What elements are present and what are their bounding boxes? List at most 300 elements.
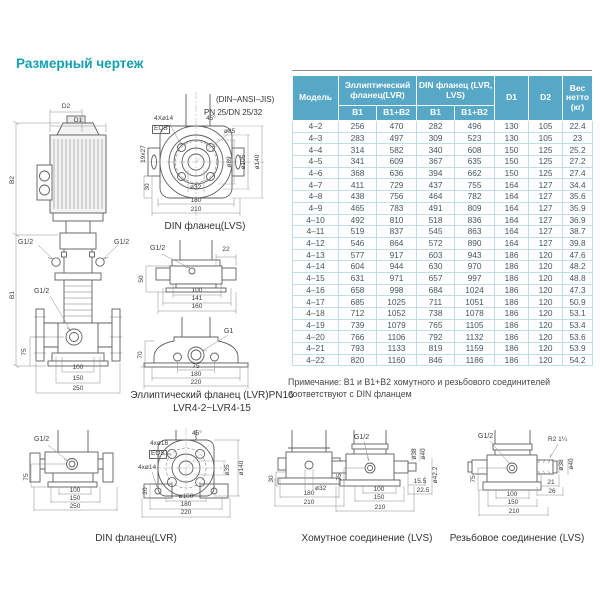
table-cell: 4–3 xyxy=(293,132,339,144)
dim-label-d100: ø100 xyxy=(178,493,194,500)
table-cell: 546 xyxy=(339,237,377,249)
dim-label-d40: ø40 xyxy=(419,448,427,460)
dim-label-b1: B1 xyxy=(8,291,16,299)
dim-label-100: 100 xyxy=(69,487,81,494)
table-cell: 765 xyxy=(417,319,455,331)
table-row xyxy=(293,319,593,331)
dim-label-100: 100 xyxy=(191,287,203,294)
table-row xyxy=(293,214,593,226)
table-cell: 368 xyxy=(339,167,377,179)
dim-label-d38: ø38 xyxy=(410,448,418,460)
table-row xyxy=(293,272,593,284)
table-cell: 1132 xyxy=(455,331,495,343)
table-cell: 1106 xyxy=(377,331,417,343)
table-cell: 186 xyxy=(495,308,529,320)
bolt-count-14-label: 4xø14 xyxy=(138,464,157,471)
table-cell: 150 xyxy=(495,156,529,168)
col-header-din: DIN фланец (LVR, LVS) xyxy=(417,76,495,106)
table-cell: 120 xyxy=(529,354,563,366)
table-cell: 411 xyxy=(339,179,377,191)
dim-label-141: 141 xyxy=(191,295,203,302)
dim-label-d105: ø105 xyxy=(239,154,247,170)
table-row xyxy=(293,296,593,308)
table-cell: 630 xyxy=(417,261,455,273)
dim-label-d32: ø32 xyxy=(190,184,202,191)
dim-label-210: 210 xyxy=(190,206,202,213)
din-lvr-circular-flange-drawing xyxy=(138,428,265,526)
table-cell: 545 xyxy=(417,226,455,238)
table-cell: 970 xyxy=(455,261,495,273)
caption-din-lvr: DIN фланец(LVR) xyxy=(95,533,177,544)
din-lvs-flange-drawing xyxy=(139,92,275,224)
table-row xyxy=(293,226,593,238)
table-cell: 130 xyxy=(495,121,529,133)
table-cell: 35.9 xyxy=(563,202,593,214)
table-cell: 186 xyxy=(495,261,529,273)
port-label-g12: G1/2 xyxy=(478,433,494,440)
table-cell: 4–8 xyxy=(293,191,339,203)
dim-label-220: 220 xyxy=(190,379,202,386)
table-cell: 518 xyxy=(417,214,455,226)
table-cell: 890 xyxy=(455,237,495,249)
table-cell: 186 xyxy=(495,272,529,284)
table-row xyxy=(293,284,593,296)
pump-front-view-drawing xyxy=(10,95,140,400)
table-cell: 127 xyxy=(529,226,563,238)
table-cell: 53.1 xyxy=(563,308,593,320)
table-cell: 1105 xyxy=(455,319,495,331)
table-cell: 27.4 xyxy=(563,167,593,179)
table-cell: 4–18 xyxy=(293,308,339,320)
table-cell: 465 xyxy=(339,202,377,214)
col-header-weight: Вес нетто (кг) xyxy=(563,76,593,121)
table-footnote xyxy=(288,377,590,401)
table-cell: 127 xyxy=(529,191,563,203)
table-cell: 631 xyxy=(339,272,377,284)
dim-label-d35: ø35 xyxy=(223,464,231,476)
table-cell: 164 xyxy=(495,237,529,249)
dim-label-20: 20 xyxy=(141,487,149,495)
caption-threaded-connection: Резьбовое соединение (LVS) xyxy=(449,533,585,544)
table-cell: 609 xyxy=(377,156,417,168)
dim-label-26: 26 xyxy=(548,488,556,495)
dim-label-d32: ø32 xyxy=(315,485,327,492)
table-cell: 998 xyxy=(377,284,417,296)
table-cell: 792 xyxy=(417,331,455,343)
table-cell: 120 xyxy=(529,343,563,355)
dim-label-d422: ø42.2 xyxy=(431,466,439,484)
table-cell: 4–19 xyxy=(293,319,339,331)
table-cell: 766 xyxy=(339,331,377,343)
table-cell: 120 xyxy=(529,296,563,308)
table-cell: 340 xyxy=(417,144,455,156)
col-header-b1: B1 xyxy=(339,106,377,121)
table-cell: 47.6 xyxy=(563,249,593,261)
table-cell: 120 xyxy=(529,261,563,273)
dimension-spec-table xyxy=(292,75,593,366)
table-cell: 810 xyxy=(377,214,417,226)
dim-label-75: 75 xyxy=(20,348,28,356)
table-cell: 711 xyxy=(417,296,455,308)
table-cell: 4–20 xyxy=(293,331,339,343)
table-cell: 4–4 xyxy=(293,144,339,156)
table-cell: 120 xyxy=(529,284,563,296)
table-cell: 470 xyxy=(377,121,417,133)
table-cell: 917 xyxy=(377,249,417,261)
table-cell: 127 xyxy=(529,202,563,214)
dim-label-75: 75 xyxy=(192,363,200,370)
lvr-ellip-line-art xyxy=(136,315,284,395)
angle-45-label: 45° xyxy=(206,115,216,122)
dim-label-210: 210 xyxy=(508,508,520,515)
dim-label-21: 21 xyxy=(547,479,555,486)
table-cell: 635 xyxy=(455,156,495,168)
lvr-side-view-drawing xyxy=(136,238,284,318)
table-cell: 783 xyxy=(377,202,417,214)
dim-label-d140: ø140 xyxy=(237,460,245,476)
dim-label-100: 100 xyxy=(506,491,518,498)
port-label-g12: G1/2 xyxy=(354,434,370,441)
table-top-rule xyxy=(292,70,592,71)
table-row xyxy=(293,343,593,355)
din-lvr-front-view-drawing xyxy=(14,428,136,528)
table-body xyxy=(293,121,593,366)
pn-dn-label: PN 25/DN 25/32 xyxy=(204,108,263,117)
table-cell: 846 xyxy=(417,354,455,366)
table-cell: 125 xyxy=(529,167,563,179)
table-cell: 729 xyxy=(377,179,417,191)
port-label-g12-drain: G1/2 xyxy=(34,288,50,295)
table-cell: 125 xyxy=(529,144,563,156)
col-header-b1b2: B1+B2 xyxy=(455,106,495,121)
table-cell: 186 xyxy=(495,249,529,261)
table-cell: 819 xyxy=(417,343,455,355)
table-cell: 864 xyxy=(377,237,417,249)
table-cell: 685 xyxy=(339,296,377,308)
table-cell: 1052 xyxy=(377,308,417,320)
port-label-g12-left: G1/2 xyxy=(18,239,34,246)
dim-label-70: 70 xyxy=(136,351,144,359)
table-cell: 496 xyxy=(455,121,495,133)
table-cell: 820 xyxy=(339,354,377,366)
eqs-label: EQS xyxy=(154,125,168,132)
table-cell: 164 xyxy=(495,214,529,226)
table-row xyxy=(293,156,593,168)
table-cell: 971 xyxy=(377,272,417,284)
table-cell: 120 xyxy=(529,308,563,320)
table-cell: 120 xyxy=(529,249,563,261)
table-cell: 164 xyxy=(495,226,529,238)
standard-label: (DIN–ANSI–JIS) xyxy=(216,95,275,104)
table-cell: 1051 xyxy=(455,296,495,308)
table-cell: 186 xyxy=(495,331,529,343)
table-cell: 756 xyxy=(377,191,417,203)
col-header-d1: D1 xyxy=(495,76,529,121)
table-row xyxy=(293,144,593,156)
table-cell: 256 xyxy=(339,121,377,133)
table-cell: 491 xyxy=(417,202,455,214)
table-cell: 127 xyxy=(529,237,563,249)
dim-label-30: 30 xyxy=(267,475,275,483)
table-cell: 4–9 xyxy=(293,202,339,214)
table-row xyxy=(293,308,593,320)
table-cell: 150 xyxy=(495,167,529,179)
table-cell: 657 xyxy=(417,272,455,284)
table-row xyxy=(293,179,593,191)
table-cell: 4–22 xyxy=(293,354,339,366)
table-cell: 4–17 xyxy=(293,296,339,308)
dim-label-250: 250 xyxy=(72,385,84,392)
lvr-elliptical-flange-drawing xyxy=(136,315,284,395)
table-cell: 36.9 xyxy=(563,214,593,226)
port-label-g12: G1/2 xyxy=(150,245,166,252)
table-cell: 782 xyxy=(455,191,495,203)
port-label-g1: G1 xyxy=(224,328,234,335)
table-cell: 4–16 xyxy=(293,284,339,296)
table-cell: 23 xyxy=(563,132,593,144)
dim-label-50: 50 xyxy=(137,275,145,283)
table-cell: 4–6 xyxy=(293,167,339,179)
table-cell: 130 xyxy=(495,132,529,144)
table-cell: 314 xyxy=(339,144,377,156)
dim-label-150: 150 xyxy=(373,494,385,501)
table-cell: 519 xyxy=(339,226,377,238)
dim-label-160: 160 xyxy=(191,303,203,310)
table-cell: 22.4 xyxy=(563,121,593,133)
table-cell: 53.9 xyxy=(563,343,593,355)
port-label-g12: G1/2 xyxy=(34,436,50,443)
table-cell: 150 xyxy=(495,144,529,156)
dim-label-150: 150 xyxy=(72,375,84,382)
table-cell: 604 xyxy=(339,261,377,273)
table-row xyxy=(293,167,593,179)
table-cell: 809 xyxy=(455,202,495,214)
table-cell: 394 xyxy=(417,167,455,179)
caption-lvr-flange: Эллиптический фланец (LVR)PN16 xyxy=(130,390,294,401)
table-cell: 282 xyxy=(417,121,455,133)
dim-label-155: 15.5 xyxy=(413,478,427,485)
table-cell: 1025 xyxy=(377,296,417,308)
table-cell: 1078 xyxy=(455,308,495,320)
table-row xyxy=(293,202,593,214)
table-cell: 164 xyxy=(495,191,529,203)
dim-label-b2: B2 xyxy=(8,176,16,184)
dim-label-100: 100 xyxy=(373,486,385,493)
table-cell: 309 xyxy=(417,132,455,144)
dim-label-180: 180 xyxy=(303,490,315,497)
table-cell: 186 xyxy=(495,354,529,366)
dim-label-180: 180 xyxy=(190,197,202,204)
dim-label-d40: ø40 xyxy=(567,458,575,470)
thread-size-label: R2 1¼ xyxy=(548,436,568,443)
table-cell: 125 xyxy=(529,156,563,168)
col-header-b1b2: B1+B2 xyxy=(377,106,417,121)
dim-label-30: 30 xyxy=(143,183,151,191)
table-cell: 50.9 xyxy=(563,296,593,308)
table-row xyxy=(293,121,593,133)
table-cell: 684 xyxy=(417,284,455,296)
table-cell: 120 xyxy=(529,319,563,331)
table-cell: 464 xyxy=(417,191,455,203)
caption-clamp-connection: Хомутное соединение (LVS) xyxy=(301,533,433,544)
dim-label-100: 100 xyxy=(72,364,84,371)
dim-label-225: 22.5 xyxy=(416,487,430,494)
footnote-line-1: Примечание: B1 и B1+B2 хомутного и резьбового соединителей xyxy=(288,377,551,387)
dim-label-d1: D1 xyxy=(73,117,83,124)
bolt-count-label: 4Xø14 xyxy=(154,115,174,122)
table-cell: 738 xyxy=(417,308,455,320)
table-cell: 943 xyxy=(455,249,495,261)
pump-line-art xyxy=(10,95,140,400)
table-row xyxy=(293,261,593,273)
table-cell: 608 xyxy=(455,144,495,156)
angle-45-label: 45° xyxy=(192,430,202,437)
table-cell: 523 xyxy=(455,132,495,144)
table-cell: 164 xyxy=(495,179,529,191)
table-cell: 1079 xyxy=(377,319,417,331)
table-row xyxy=(293,132,593,144)
dim-label-75: 75 xyxy=(22,473,30,481)
dim-label-220: 220 xyxy=(180,509,192,516)
table-cell: 48.2 xyxy=(563,261,593,273)
table-cell: 54.2 xyxy=(563,354,593,366)
table-cell: 582 xyxy=(377,144,417,156)
table-header xyxy=(293,76,593,121)
table-cell: 437 xyxy=(417,179,455,191)
clamp-line-art xyxy=(268,428,470,528)
table-row xyxy=(293,237,593,249)
table-cell: 186 xyxy=(495,296,529,308)
threaded-line-art xyxy=(462,428,598,528)
table-cell: 1160 xyxy=(377,354,417,366)
table-cell: 1159 xyxy=(455,343,495,355)
table-cell: 662 xyxy=(455,167,495,179)
col-header-d2: D2 xyxy=(529,76,563,121)
table-cell: 1024 xyxy=(455,284,495,296)
caption-din-lvs: DIN фланец(LVS) xyxy=(164,221,246,232)
table-cell: 4–12 xyxy=(293,237,339,249)
table-cell: 186 xyxy=(495,319,529,331)
table-cell: 53.4 xyxy=(563,319,593,331)
table-cell: 944 xyxy=(377,261,417,273)
eqs-label: EQS xyxy=(151,450,165,457)
table-cell: 164 xyxy=(495,202,529,214)
table-cell: 38.7 xyxy=(563,226,593,238)
table-cell: 34.4 xyxy=(563,179,593,191)
dim-label-150: 150 xyxy=(69,495,81,502)
table-cell: 863 xyxy=(455,226,495,238)
table-cell: 492 xyxy=(339,214,377,226)
dim-label-180: 180 xyxy=(190,371,202,378)
table-cell: 27.2 xyxy=(563,156,593,168)
table-cell: 572 xyxy=(417,237,455,249)
table-cell: 4–11 xyxy=(293,226,339,238)
dim-label-22: 22 xyxy=(222,246,230,253)
dim-label-210: 210 xyxy=(374,504,386,511)
table-cell: 127 xyxy=(529,179,563,191)
table-cell: 4–15 xyxy=(293,272,339,284)
table-cell: 1133 xyxy=(377,343,417,355)
col-header-model: Модель xyxy=(293,76,339,121)
table-cell: 1186 xyxy=(455,354,495,366)
table-cell: 127 xyxy=(529,214,563,226)
page-title: Размерный чертеж xyxy=(16,56,144,71)
clamp-connection-drawing xyxy=(268,428,470,528)
table-cell: 438 xyxy=(339,191,377,203)
dim-label-150: 150 xyxy=(507,499,519,506)
table-cell: 186 xyxy=(495,284,529,296)
table-row xyxy=(293,249,593,261)
table-cell: 4–2 xyxy=(293,121,339,133)
table-cell: 120 xyxy=(529,272,563,284)
table-cell: 35.6 xyxy=(563,191,593,203)
threaded-connection-drawing xyxy=(462,428,598,528)
dim-label-180: 180 xyxy=(180,501,192,508)
table-cell: 25.2 xyxy=(563,144,593,156)
table-cell: 4–10 xyxy=(293,214,339,226)
table-cell: 4–13 xyxy=(293,249,339,261)
table-cell: 341 xyxy=(339,156,377,168)
dim-label-d140: ø140 xyxy=(253,154,261,170)
table-row xyxy=(293,354,593,366)
table-cell: 120 xyxy=(529,331,563,343)
table-cell: 997 xyxy=(455,272,495,284)
col-header-b1: B1 xyxy=(417,106,455,121)
table-cell: 4–21 xyxy=(293,343,339,355)
table-cell: 603 xyxy=(417,249,455,261)
table-cell: 755 xyxy=(455,179,495,191)
port-label-g12-right: G1/2 xyxy=(114,239,130,246)
table-cell: 4–5 xyxy=(293,156,339,168)
dim-label-210: 210 xyxy=(303,499,315,506)
table-cell: 837 xyxy=(377,226,417,238)
table-cell: 836 xyxy=(455,214,495,226)
table-cell: 283 xyxy=(339,132,377,144)
dim-label-d38: ø38 xyxy=(557,459,565,471)
table-cell: 577 xyxy=(339,249,377,261)
table-cell: 105 xyxy=(529,132,563,144)
dim-label-75: 75 xyxy=(335,473,343,481)
table-cell: 4–7 xyxy=(293,179,339,191)
slot-size-label: 19x27 xyxy=(139,145,147,163)
table-cell: 367 xyxy=(417,156,455,168)
caption-lvr-model-range: LVR4-2~LVR4-15 xyxy=(173,403,251,414)
table-cell: 186 xyxy=(495,343,529,355)
dim-label-d85: ø85 xyxy=(224,128,236,135)
table-cell: 39.8 xyxy=(563,237,593,249)
dim-label-d2: D2 xyxy=(61,103,71,110)
dim-label-75: 75 xyxy=(469,475,477,483)
table-row xyxy=(293,191,593,203)
table-cell: 739 xyxy=(339,319,377,331)
table-cell: 636 xyxy=(377,167,417,179)
table-cell: 497 xyxy=(377,132,417,144)
table-cell: 53.6 xyxy=(563,331,593,343)
dim-label-d89: ø89 xyxy=(225,156,233,168)
table-cell: 712 xyxy=(339,308,377,320)
col-header-elliptical: Эллиптический фланец(LVR) xyxy=(339,76,417,106)
table-cell: 793 xyxy=(339,343,377,355)
footnote-line-2: соответствуют с DIN фланцем xyxy=(288,388,412,399)
table-cell: 4–14 xyxy=(293,261,339,273)
table-cell: 105 xyxy=(529,121,563,133)
bolt-count-18-label: 4xø18 xyxy=(150,440,169,447)
din-lvr-front-line-art xyxy=(14,428,136,528)
table-cell: 47.3 xyxy=(563,284,593,296)
dim-label-250: 250 xyxy=(69,503,81,510)
table-cell: 48.8 xyxy=(563,272,593,284)
table-row xyxy=(293,331,593,343)
